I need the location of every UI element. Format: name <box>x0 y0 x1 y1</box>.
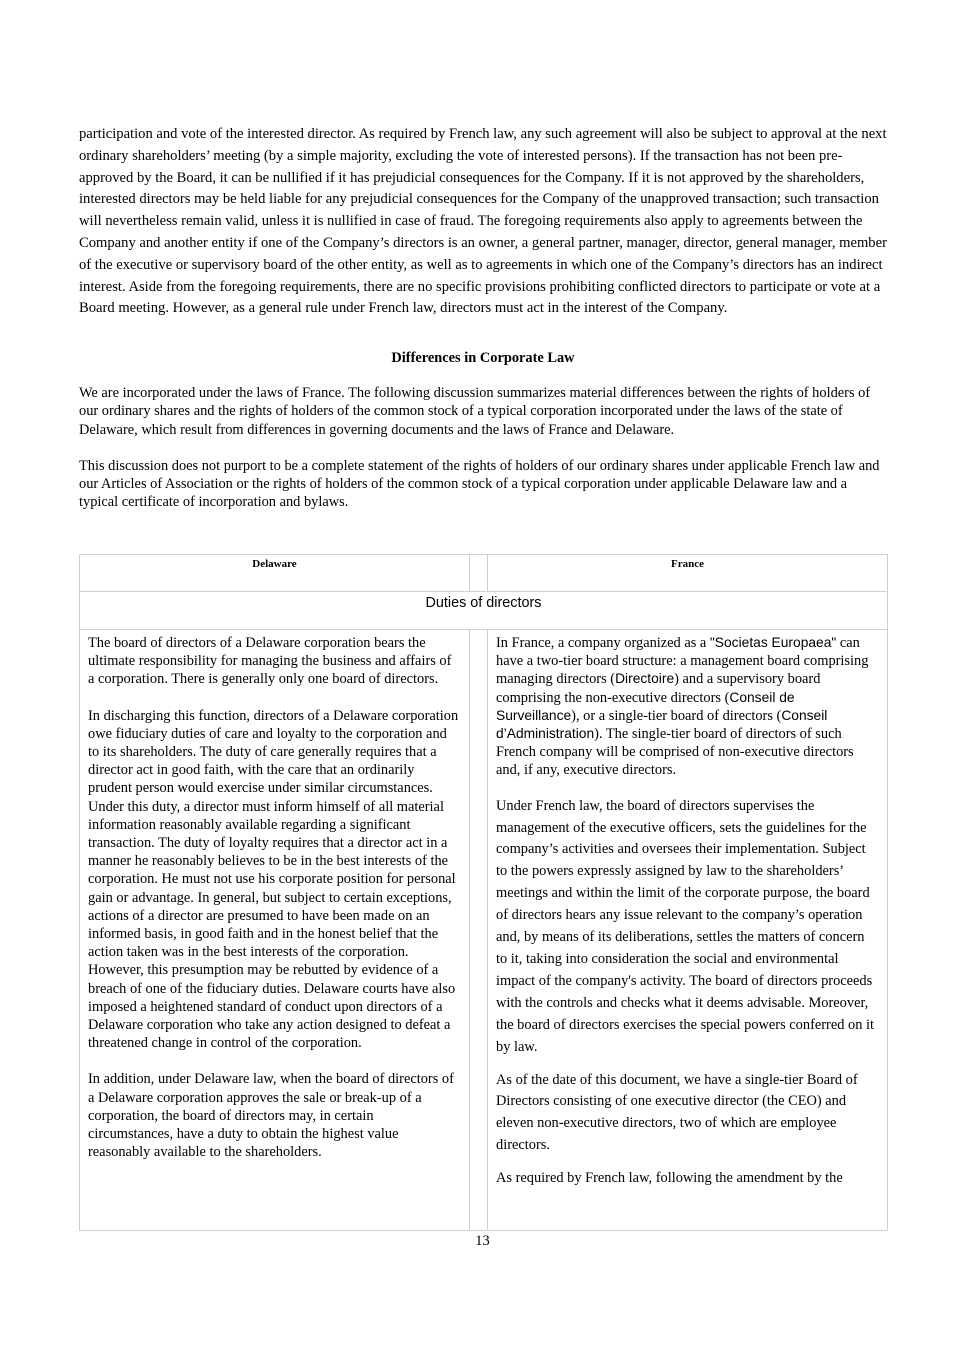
france-cell <box>488 630 888 1231</box>
france-text: ). The single-tier board of directors of such French company will be comprised of non-executive directors and, if any, executive directors. <box>496 726 854 779</box>
france-term: Directoire <box>615 671 675 687</box>
column-spacer <box>470 555 488 592</box>
delaware-paragraph: In discharging this function, directors of a Delaware corporation owe fiduciary duties of care and loyalty to the corporation and to its shareholders. The duty of care generally requires that a director act in good faith, with the care that an ordinarily prudent person would exercise under similar circumstances. Under this duty, a director must inform himself of all material information reasonably available regarding a significant transaction. The duty of loyalty requires that a director act in a manner he reasonably believes to be in the best interests of the corporation. He must not use his corporate position for personal gain or advantage. In general, but subject to certain exceptions, actions of a director are presumed to have been made on an informed basis, in good faith and in the honest belief that the action taken was in the best interests of the corporation. However, this presumption may be rebutted by evidence of a breach of one of the fiduciary duties. Delaware courts have also imposed a heightened standard of conduct upon directors of a Delaware corporation who take any action designed to defeat a threatened change in control of the corporation. <box>88 707 459 1052</box>
france-column-header: France <box>488 555 888 592</box>
france-text: In France, a company organized as a <box>496 635 710 651</box>
france-term: Conseil d’Administration <box>496 707 828 742</box>
delaware-column-header: Delaware <box>80 555 470 592</box>
discussion-paragraph: This discussion does not purport to be a complete statement of the rights of holders of our ordinary shares under applicable French law and our Articles of Association or the rights of holders of the common stock of a typical corporation under applicable Delaware law and a typical certificate of incorporation and bylaws. <box>79 457 880 511</box>
delaware-cell <box>80 630 470 1231</box>
incorporation-paragraph: We are incorporated under the laws of France. The following discussion summarizes material differences between the rights of holders of our ordinary shares and the rights of holders of the common stock of a typical corporation incorporated under the laws of the state of Delaware, which result from differences in governing documents and the laws of France and Delaware. <box>79 385 871 438</box>
comparison-table <box>79 554 888 1231</box>
page-number: 13 <box>475 1233 490 1249</box>
page-body <box>79 124 887 511</box>
france-term: Conseil de Surveillance <box>496 689 795 723</box>
france-text: ), or a single-tier board of directors ( <box>571 707 782 724</box>
section-title-duties: Duties of directors <box>80 592 888 630</box>
section-heading: Differences in Corporate Law <box>391 350 575 367</box>
delaware-paragraph: The board of directors of a Delaware corporation bears the ultimate responsibility for managing the business and affairs of a corporation. There is generally only one board of directors. <box>88 635 452 688</box>
table-content-row <box>80 630 888 1231</box>
table-section-row <box>80 592 888 630</box>
intro-paragraph: participation and vote of the interested director. As required by French law, any such agreement will also be subject to approval at the next ordinary shareholders’ meeting (by a simple majority, excluding the vote of interested persons). If the transaction has not been pre-approved by the Board, it can be nullified if it has prejudicial consequences for the Company. If it is not approved by the shareholders, interested directors may be held liable for any prejudicial consequences for the Company of the unapproved transaction; such transaction will nevertheless remain valid, unless it is nullified in case of fraud. The foregoing requirements also apply to agreements between the Company and another entity if one of the Company’s directors is an owner, a general partner, manager, director, general manager, member of the executive or supervisory board of the other entity, as well as to agreements in which one of the Company’s directors has an indirect interest. Aside from the foregoing requirements, there are no specific provisions prohibiting conflicted directors to participate or vote at a Board meeting. However, as a general rule under French law, directors must act in the interest of the Company. <box>79 126 887 317</box>
france-term: "Societas Europaea" <box>709 635 837 650</box>
column-spacer <box>470 630 488 1231</box>
france-text: ) and a supervisory board comprising the non-executive directors ( <box>496 671 821 706</box>
france-paragraph <box>496 634 879 780</box>
france-paragraph: As of the date of this document, we have a single-tier Board of Directors consisting of one executive director (the CEO) and eleven non-executive directors, two of which are employee directors. <box>496 1071 858 1154</box>
delaware-paragraph: In addition, under Delaware law, when the board of directors of a Delaware corporation approves the sale or break-up of a corporation, the board of directors may, in certain circumstances, have a duty to obtain the highest value reasonably available to the shareholders. <box>88 1071 454 1161</box>
table-header-row <box>80 555 888 592</box>
france-text: can have a two-tier board structure: a management board comprising managing directors ( <box>496 635 869 688</box>
france-paragraph: As required by French law, following the amendment by the <box>496 1170 843 1187</box>
france-paragraph: Under French law, the board of directors supervises the management of the executive officers, sets the guidelines for the company’s activities and oversees their implementation. Subject to the powers expressly assigned by law to the shareholders’ meetings and within the limit of the corporate purpose, the board of directors hears any issue relevant to the company’s operation and, by means of its deliberations, settles the matters of concern to it, taking into consideration the social and environmental impact of the company's activity. The board of directors proceeds with the controls and checks what it deems advisable. Moreover, the board of directors exercises the special powers conferred on it by law. <box>496 797 875 1055</box>
